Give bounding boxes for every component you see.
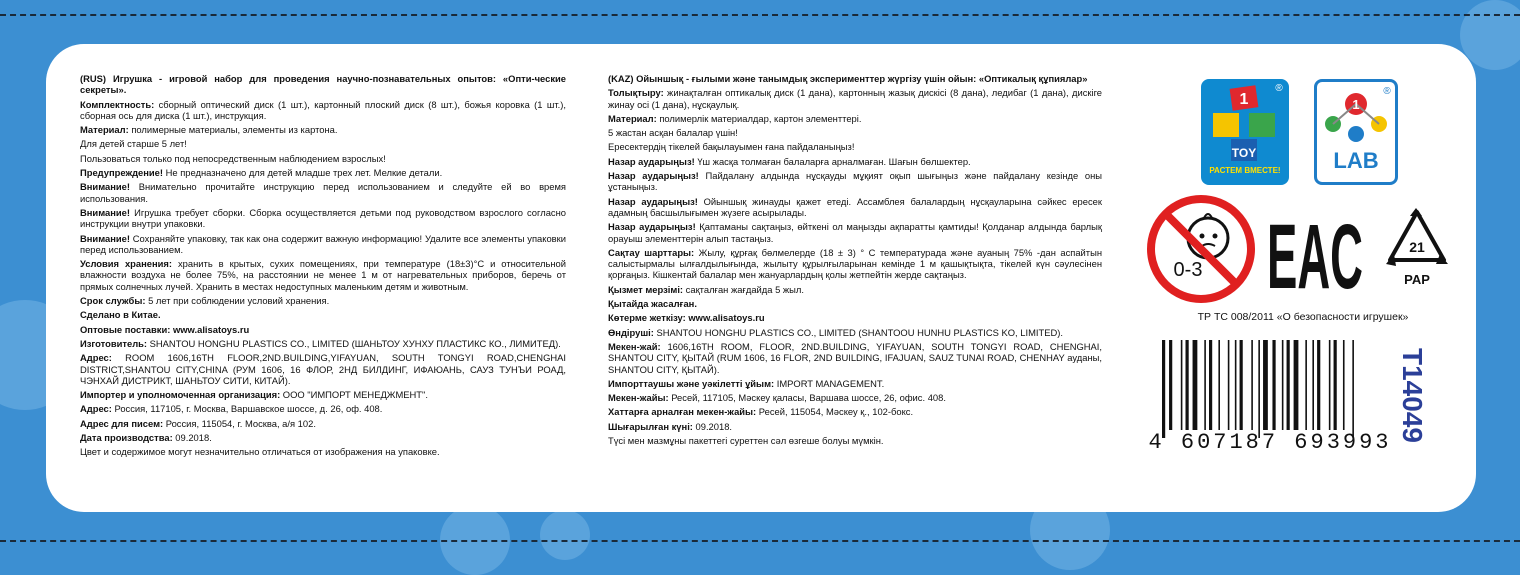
kazakh-text-column (608, 73, 1102, 449)
barcode-left-group: 607187 (1180, 430, 1279, 455)
rus-paragraph: Изготовитель: SHANTOU HONGHU PLASTICS CO., LIMITED (ШАНЬТОУ ХУНХУ ПЛАСТИКС КО., ЛИМИТЕД). (80, 337, 561, 349)
lab-number: 1 (1352, 97, 1360, 112)
rus-paragraph: Комплектность: сборный оптический диск (1 шт.), картонный плоский диск (8 шт.), божья коровка (1 шт.), сборная ось для диска (1 шт.), инструкция. (80, 98, 566, 121)
kaz-paragraph: Материал: полимерлік материалдар, картон элементтері. (608, 112, 862, 124)
barcode-bar (1218, 340, 1220, 430)
toy-word: TOY (1231, 146, 1257, 160)
barcode-bar (1235, 340, 1237, 430)
barcode-bar (1193, 340, 1198, 430)
barcode-bar (1181, 340, 1183, 430)
barcode-bar (1186, 340, 1189, 430)
rus-paragraph: (RUS) Игрушка - игровой набор для проведения научно-познавательных опытов: «Опти-ческие секреты». (80, 73, 566, 96)
barcode-bar (1287, 340, 1290, 430)
rus-paragraph: Адрес: Россия, 117105, г. Москва, Варшавское шоссе, д. 26, оф. 408. (80, 403, 383, 415)
toy-number: 1 (1239, 91, 1249, 108)
kaz-paragraph: Мекен-жай: 1606,16TH ROOM, FLOOR, 2ND.BUILDING, YIFAYUAN, SOUTH TONGYI ROAD, CHENGHAI, SHANTOU CITY, ҚЫТАЙ (RUM 1606, 16 FLOR, 2ND BUILDING, IFAJUAN, SAUZ TUNAI ROAD, CHENHAY ауданы, SHANTOU CITY, ҚЫТАЙ). (608, 340, 1102, 375)
barcode-bar (1329, 340, 1331, 430)
barcode-bar (1209, 340, 1212, 430)
barcode-bar (1343, 340, 1345, 430)
1toy-lab-logo (1314, 79, 1398, 185)
rus-paragraph: Предупреждение! Не предназначено для детей младше трех лет. Мелкие детали. (80, 167, 443, 179)
barcode-bar (1272, 340, 1275, 430)
barcode-bar (1204, 340, 1206, 430)
toy-slogan: РАСТЕМ ВМЕСТЕ! (1209, 166, 1281, 175)
kaz-paragraph: Назар аударыңыз! Ойыншық жинауды қажет етеді. Ассамблея балалардың нұсқауларына сәйкес ересек адамның басшылығымен жүзеге асырылады. (608, 195, 1102, 218)
registered-mark: ® (1383, 86, 1391, 97)
russian-text-column (80, 73, 566, 461)
barcode-bar (1263, 340, 1268, 430)
barcode-bar (1169, 340, 1172, 430)
kaz-paragraph: 5 жастан асқан балалар үшін! (608, 127, 738, 139)
rus-paragraph: Внимание! Игрушка требует сборки. Сборка осуществляется детьми под руководством взрослого согласно инструкции внутри упаковки. (80, 206, 566, 230)
rus-paragraph: Цвет и содержимое могут незначительно отличаться от изображения на упаковке. (80, 446, 440, 458)
rus-paragraph: Материал: полимерные материалы, элементы из картона. (80, 124, 338, 136)
barcode-bar (1352, 340, 1354, 438)
rus-paragraph: Импортер и уполномоченная организация: ООО "ИМПОРТ МЕНЕДЖМЕНТ". (80, 389, 428, 401)
kaz-paragraph: Қызмет мерзімі: сақталған жағдайда 5 жыл. (608, 283, 804, 295)
cut-line-bottom (0, 540, 1520, 542)
rus-paragraph: Внимание! Сохраняйте упаковку, так как она содержит важную информацию! Удалите все элементы упаковки перед использованием. (80, 232, 566, 255)
kaz-paragraph: Қытайда жасалған. (608, 298, 697, 310)
rus-paragraph: Условия хранения: хранить в крытых, сухих помещениях, при температуре (18±3)°С и относительной влажности воздуха не более 75%, на расстоянии не менее 1 м от нагревательных приборов, беречь от прямых солнечных лучей. Хранить в местах недоступных маленьким детям и животным. (80, 258, 566, 292)
barcode-bar (1305, 340, 1307, 430)
lab-molecule-icon (1317, 82, 1395, 152)
rus-paragraph: Адрес для писем: Россия, 115054, г. Москва, а/я 102. (80, 417, 316, 429)
barcode-bar (1251, 340, 1253, 430)
eac-mark-icon (1266, 200, 1364, 294)
kaz-paragraph: Импорттаушы және уәкілетті ұйым: IMPORT MANAGEMENT. (608, 377, 885, 389)
kaz-paragraph: (KAZ) Ойыншық - ғылыми және танымдық эксперименттер жүргізу үшін ойын: «Оптикалық құпиялар» (608, 73, 1088, 84)
barcode-first-digit: 4 (1148, 430, 1165, 455)
cut-line-top (0, 14, 1520, 16)
rus-paragraph: Сделано в Китае. (80, 309, 161, 321)
certification-text: ТР ТС 008/2011 «О безопасности игрушек» (1197, 311, 1409, 323)
lab-word: LAB (1333, 148, 1379, 173)
kaz-paragraph: Назар аударыңыз! Пайдалану алдында нұсқауды мұқият оқып шығыңыз және пайдалану кезінде оны ұстаныңыз. (608, 170, 1102, 193)
kaz-paragraph: Назар аударыңыз! Қаптаманы сақтаңыз, өйткені ол маңызды ақпаратты қамтиды! Қолданар алдында барлық орауыш элементтерін алып тастаңыз. (608, 221, 1102, 244)
kaz-paragraph: Өндіруші: SHANTOU HONGHU PLASTICS CO., LIMITED (SHANTOOU HUNHU PLASTICS KO, LIMITED). (608, 326, 1063, 338)
barcode-bar (1240, 340, 1243, 430)
kaz-paragraph: Мекен-жайы: Ресей, 117105, Мәскеу қаласы, Варшава шоссе, 26, офис. 408. (608, 392, 946, 404)
kaz-paragraph: Толықтыру: жинақталған оптикалық диск (1 дана), картонның жазық дискісі (8 дана), ледибаг (1 дана), дискіге жинау осі (1 дана), нұсқаулық. (608, 87, 1102, 110)
rus-paragraph: Адрес: ROOM 1606,16TH FLOOR,2ND.BUILDING,YIFAYUAN, SOUTH TONGYI ROAD,CHENGHAI DISTRICT,SHANTOU CITY,CHINA (РУМ 1606, 16 ФЛОР, 2НД БИЛДИНГ, ИФАЮАНЬ, САУЗ ТУНЪИ РОАД, ЧЭНХАЙ ДИСТРИКТ, ШАНЬТОУ СИТИ, КИТАЙ). (80, 352, 566, 386)
barcode-bar (1317, 340, 1320, 430)
rus-paragraph: Для детей старше 5 лет! (80, 138, 187, 150)
barcode-bar (1162, 340, 1165, 438)
recycle-icon (1382, 208, 1452, 290)
rus-paragraph: Пользоваться только под непосредственным наблюдением взрослых! (80, 152, 386, 164)
barcode-bar (1282, 340, 1284, 430)
product-code: T14049 (1397, 348, 1428, 443)
kaz-paragraph: Шығарылған күні: 09.2018. (608, 420, 733, 432)
kaz-paragraph: Көтерме жеткізу: www.alisatoys.ru (608, 312, 765, 324)
kaz-paragraph: Ересектердің тікелей бақылауымен ғана пайдаланыңыз! (608, 141, 855, 153)
rus-paragraph: Внимание! Внимательно прочитайте инструкцию перед использованием и следуйте ей во время использования. (80, 181, 566, 204)
kaz-paragraph: Сақтау шарттары: Жылу, құрғақ бөлмелерде (18 ± 3) ° С температурада және ауаның 75% -дан аспайтын салыстырмалы ылғалдылығында, жылыту құрылғыларынан кемінде 1 м қашықтықта, тікелей күн сәулесінен қорғаңыз. Кішкентай балалар мен жануарлардың қолы жетпейтін жерде сақтаңыз. (608, 246, 1102, 281)
barcode-icon (1160, 340, 1400, 438)
recycle-label: PAP (1404, 272, 1430, 287)
barcode-right-group: 693993 (1294, 430, 1392, 455)
1toy-logo (1201, 79, 1289, 185)
eac-label: EAC (1267, 206, 1363, 294)
barcode-digits (1140, 430, 1400, 455)
recycle-number: 21 (1409, 239, 1425, 255)
barcode-bar (1258, 340, 1260, 438)
kaz-paragraph: Хаттарға арналған мекен-жайы: Ресей, 115054, Мәскеу қ., 102-бокс. (608, 406, 914, 418)
barcode-bar (1294, 340, 1299, 430)
barcode-bar (1334, 340, 1337, 430)
age-restriction-icon (1146, 194, 1256, 304)
rus-paragraph: Срок службы: 5 лет при соблюдении условий хранения. (80, 295, 330, 307)
barcode-bar (1312, 340, 1314, 430)
age-label: 0-3 (1173, 259, 1203, 281)
kaz-paragraph: Түсі мен мазмұны пакеттегі суреттен сәл өзгеше болуы мүмкін. (608, 435, 884, 447)
rus-paragraph: Оптовые поставки: www.alisatoys.ru (80, 323, 250, 335)
rus-paragraph: Дата производства: 09.2018. (80, 432, 212, 444)
barcode-bar (1228, 340, 1230, 430)
registered-mark: ® (1275, 83, 1283, 94)
kaz-paragraph: Назар аударыңыз! Үш жасқа толмаған балаларға арналмаған. Шағын бөлшектер. (608, 155, 971, 167)
